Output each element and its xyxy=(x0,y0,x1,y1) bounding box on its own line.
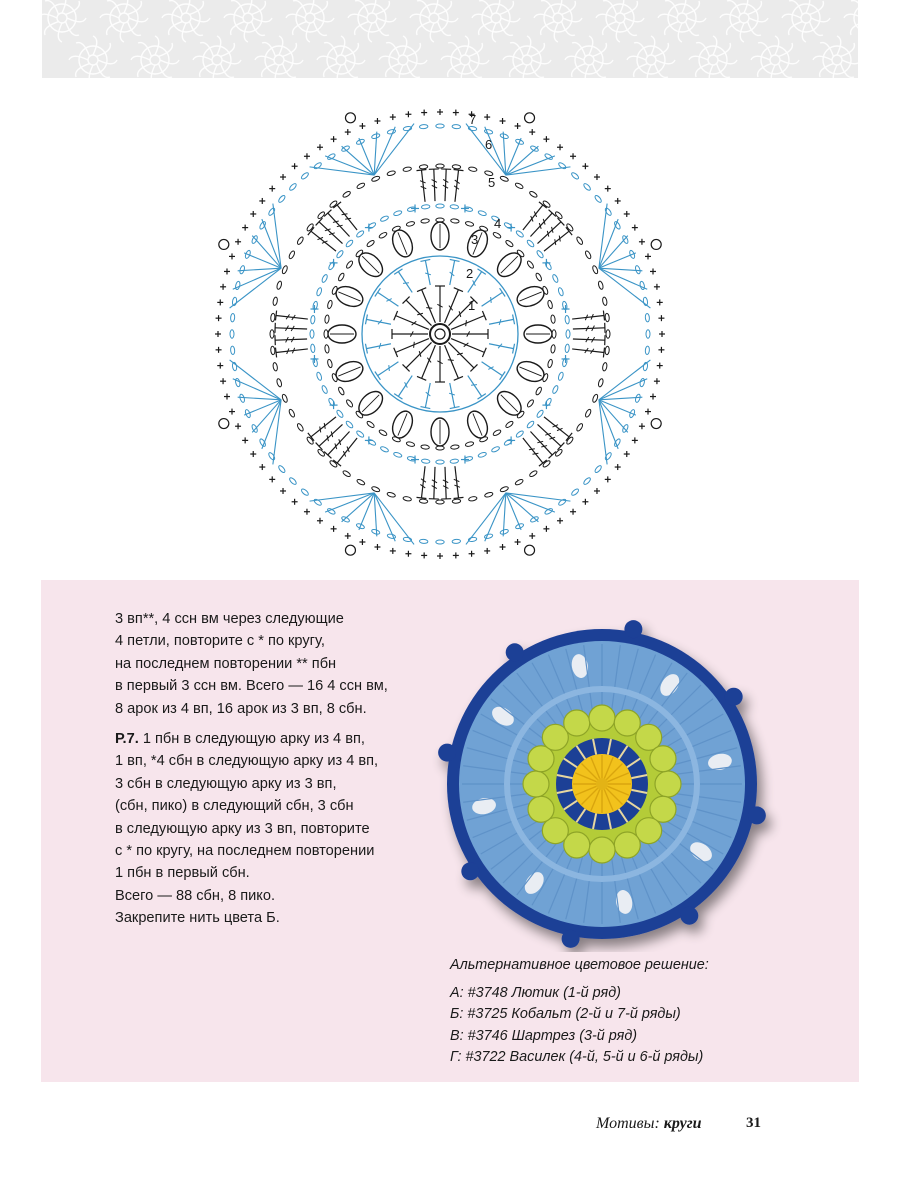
instruction-line: 3 сбн в следующую арку из 3 вп, xyxy=(115,775,337,792)
row-7-first-line xyxy=(115,728,435,750)
row-number-3: 3 xyxy=(471,232,479,247)
instruction-line: в первый 3 ссн вм. Всего — 16 4 ссн вм, xyxy=(115,678,388,695)
instruction-line: Закрепите нить цвета Б. xyxy=(115,910,280,927)
instruction-line: на последнем повторении ** пбн xyxy=(115,655,337,672)
decorative-header-banner xyxy=(42,0,858,78)
colorway-line: Г: #3722 Василек (4-й, 5-й и 6-й ряды) xyxy=(450,1049,704,1065)
crochet-chart xyxy=(200,98,680,568)
row-number-7: 7 xyxy=(469,112,477,127)
footer-chapter: Мотивы: xyxy=(596,1115,660,1132)
motif-photo xyxy=(432,612,792,952)
crochet-motif-illustration xyxy=(432,612,792,952)
row-number-1: 1 xyxy=(468,298,476,313)
crochet-chart-svg xyxy=(200,98,680,568)
row-number-5: 5 xyxy=(488,175,496,190)
running-footer xyxy=(596,1115,702,1133)
row-number-2: 2 xyxy=(466,266,474,281)
lace-pattern-graphic xyxy=(42,0,858,78)
row-7-label: Р.7. xyxy=(115,731,139,748)
instruction-line: 3 вп**, 4 ссн вм через следующие xyxy=(115,611,344,627)
alternative-heading: Альтернативное цветовое решение: xyxy=(450,957,709,973)
instruction-line: (сбн, пико) в следующий сбн, 3 сбн xyxy=(115,798,354,815)
instruction-line: 1 пбн в следующую арку из 4 вп, xyxy=(142,731,365,748)
colorway-line: В: #3746 Шартрез (3-й ряд) xyxy=(450,1027,638,1044)
instruction-line: в следующую арку из 3 вп, повторите xyxy=(115,820,370,837)
footer-section: круги xyxy=(663,1115,702,1132)
row-number-6: 6 xyxy=(485,137,493,152)
instruction-line: 1 пбн в первый сбн. xyxy=(115,865,250,882)
row-number-4: 4 xyxy=(494,216,502,231)
instruction-line: 1 вп, *4 сбн в следующую арку из 4 вп, xyxy=(115,753,379,770)
colorway-line: Б: #3725 Кобальт (2-й и 7-й ряды) xyxy=(450,1006,681,1022)
instruction-line: Всего — 88 сбн, 8 пико. xyxy=(115,887,276,904)
instruction-line: 8 арок из 4 вп, 16 арок из 3 вп, 8 сбн. xyxy=(115,700,367,717)
instructions-text xyxy=(115,608,435,930)
instruction-line: 4 петли, повторите с * по кругу, xyxy=(115,633,325,650)
instruction-line: с * по кругу, на последнем повторении xyxy=(115,843,375,860)
alternative-colorway xyxy=(450,955,830,1069)
page-number: 31 xyxy=(746,1115,761,1131)
colorway-line: А: #3748 Лютик (1-й ряд) xyxy=(450,984,621,1001)
